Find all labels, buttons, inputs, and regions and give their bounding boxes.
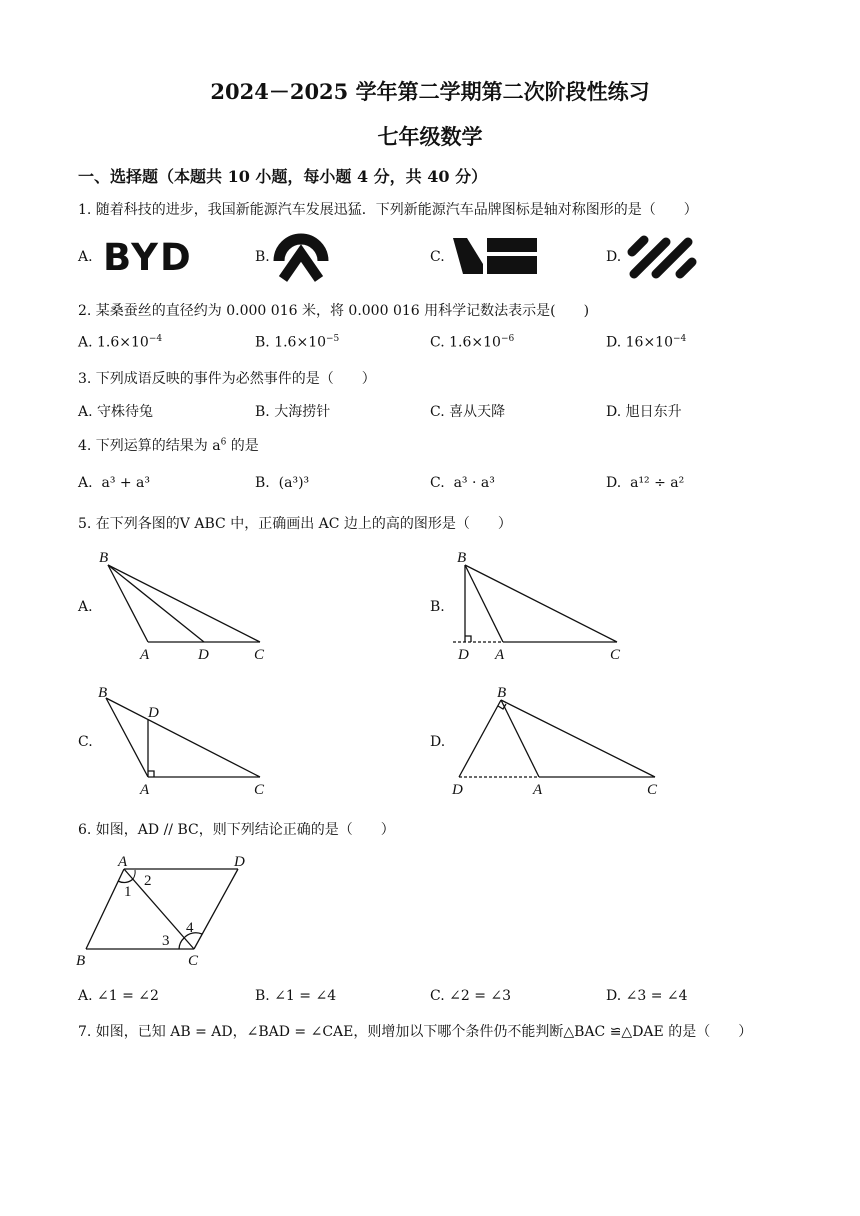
q6-option-a: A. ∠1 = ∠2 xyxy=(78,988,159,1004)
label-c: C xyxy=(254,782,265,798)
label-b: B xyxy=(497,685,507,701)
label-a: A xyxy=(140,782,150,798)
q1-option-c-label: C. xyxy=(430,249,445,265)
q3-option-c: C. 喜从天降 xyxy=(430,404,506,420)
q4-option-c: C. a³ · a³ xyxy=(430,475,495,491)
q5-option-a-label: A. xyxy=(78,599,93,615)
exam-title: 2024－2025 学年第二学期第二次阶段性练习 xyxy=(210,79,650,104)
q2-option-c: C. $1.6\times 10^{-6}$ xyxy=(430,334,515,351)
q1-option-d-label: D. xyxy=(606,249,622,265)
q3-option-d: D. 旭日东升 xyxy=(606,404,682,420)
label-c: C xyxy=(254,647,265,663)
label-d: D xyxy=(148,705,159,721)
label-d: D xyxy=(452,782,463,798)
label-d: D xyxy=(234,854,245,870)
q5-option-c-label: C. xyxy=(78,734,93,750)
angle-1-label: 1 xyxy=(124,884,132,900)
label-b: B xyxy=(76,953,86,969)
section-heading: 一、选择题（本题共 10 小题，每小题 4 分，共 40 分） xyxy=(78,167,488,186)
byd-logo-icon: BYD xyxy=(103,236,193,279)
label-c: C xyxy=(610,647,621,663)
q4-option-b: B. (a³)³ xyxy=(255,475,310,491)
question-6-text: 6. 如图，AD // BC，则下列结论正确的是（ ） xyxy=(78,822,395,838)
q1-option-a-label: A. xyxy=(78,249,93,265)
label-a: A xyxy=(118,854,128,870)
label-b: B xyxy=(99,550,109,566)
q3-option-b: B. 大海捞针 xyxy=(255,404,331,420)
q6-figure-parallelogram xyxy=(74,848,264,972)
question-4-text: 4. 下列运算的结果为 $a^6$ 的是 xyxy=(78,437,259,454)
q6-option-b: B. ∠1 = ∠4 xyxy=(255,988,337,1004)
question-3-text: 3. 下列成语反映的事件为必然事件的是（ ） xyxy=(78,371,376,387)
q6-option-d: D. ∠3 = ∠4 xyxy=(606,988,688,1004)
q5-figure-a xyxy=(90,545,280,665)
label-a: A xyxy=(495,647,505,663)
label-d: D xyxy=(198,647,209,663)
question-2-text: 2. 某桑蚕丝的直径约为 0.000 016 米，将 0.000 016 用科学记数法表示是( ) xyxy=(78,303,590,319)
question-5-text: 5. 在下列各图的V ABC 中，正确画出 AC 边上的高的图形是（ ） xyxy=(78,516,512,532)
q1-option-b-label: B. xyxy=(255,249,270,265)
q5-option-b-label: B. xyxy=(430,599,445,615)
question-1-text: 1. 随着科技的进步，我国新能源汽车发展迅猛．下列新能源汽车品牌图标是轴对称图形的是（ ） xyxy=(78,202,698,218)
q5-figure-c xyxy=(90,680,280,800)
q5-figure-b xyxy=(445,545,635,665)
q5-option-d-label: D. xyxy=(430,734,446,750)
q5-figure-d xyxy=(445,680,665,800)
nio-logo-icon xyxy=(273,231,329,283)
angle-2-label: 2 xyxy=(144,873,152,889)
xpeng-logo-icon xyxy=(626,234,698,280)
q2-option-b: B. $1.6\times 10^{-5}$ xyxy=(255,334,340,351)
q2-option-d: D. $16\times 10^{-4}$ xyxy=(606,334,687,351)
li-auto-logo-icon xyxy=(453,238,539,274)
label-d: D xyxy=(458,647,469,663)
question-7-text: 7. 如图，已知 AB = AD，∠BAD = ∠CAE，则增加以下哪个条件仍不能判断△BAC ≌△DAE 的是（ ） xyxy=(78,1024,753,1040)
angle-3-label: 3 xyxy=(162,933,170,949)
exam-subtitle: 七年级数学 xyxy=(377,124,483,149)
label-b: B xyxy=(457,550,467,566)
q4-option-a: A. a³ + a³ xyxy=(78,475,151,491)
q2-option-a: A. $1.6\times 10^{-4}$ xyxy=(78,334,163,351)
angle-4-label: 4 xyxy=(186,920,194,936)
label-a: A xyxy=(533,782,543,798)
q4-option-d: D. a¹² ÷ a² xyxy=(606,475,685,491)
label-a: A xyxy=(140,647,150,663)
label-b: B xyxy=(98,685,108,701)
q6-option-c: C. ∠2 = ∠3 xyxy=(430,988,512,1004)
q3-option-a: A. 守株待兔 xyxy=(78,404,154,420)
label-c: C xyxy=(188,953,199,969)
label-c: C xyxy=(647,782,658,798)
